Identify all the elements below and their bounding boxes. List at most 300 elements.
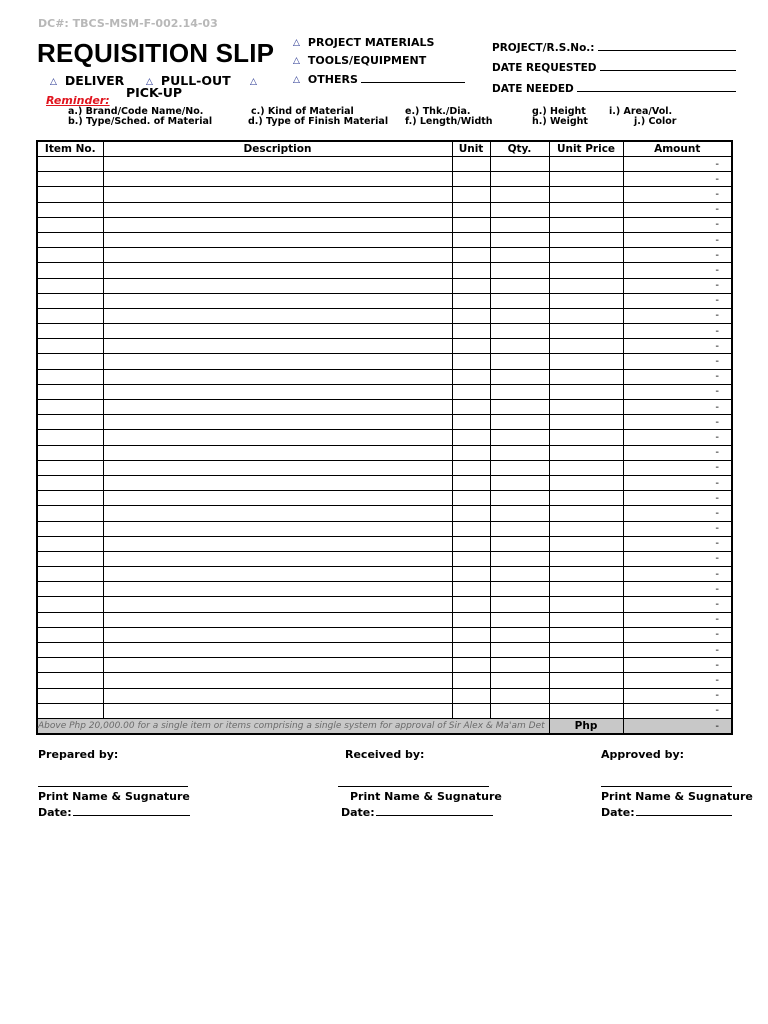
project-rs-no-field[interactable] — [492, 40, 736, 54]
qty-cell[interactable] — [490, 460, 549, 475]
reminder-item: h.) Weight — [532, 116, 588, 127]
amount-cell[interactable]: - — [623, 400, 732, 415]
table-row — [37, 460, 732, 475]
description-cell[interactable] — [103, 232, 452, 247]
item-no-cell[interactable] — [37, 172, 103, 187]
amount-cell[interactable]: - — [623, 415, 732, 430]
unit-cell[interactable] — [452, 688, 490, 703]
item-no-cell[interactable] — [37, 491, 103, 506]
column-header-unit-price: Unit Price — [549, 141, 623, 157]
unit-cell[interactable] — [452, 551, 490, 566]
amount-cell[interactable]: - — [623, 157, 732, 172]
item-no-cell[interactable] — [37, 521, 103, 536]
amount-cell[interactable]: - — [623, 232, 732, 247]
unit-price-cell[interactable] — [549, 278, 623, 293]
qty-cell[interactable] — [490, 308, 549, 323]
amount-cell[interactable]: - — [623, 445, 732, 460]
amount-cell[interactable]: - — [623, 460, 732, 475]
date-needed-field[interactable] — [492, 81, 736, 95]
received-by-signature-line[interactable] — [338, 786, 489, 787]
qty-cell[interactable] — [490, 688, 549, 703]
qty-cell[interactable] — [490, 551, 549, 566]
item-no-cell[interactable] — [37, 202, 103, 217]
triangle-outline-icon: △ — [293, 38, 300, 48]
unit-cell[interactable] — [452, 354, 490, 369]
table-row — [37, 567, 732, 582]
amount-cell[interactable]: - — [623, 582, 732, 597]
unit-price-cell[interactable] — [549, 384, 623, 399]
description-cell[interactable] — [103, 643, 452, 658]
table-row — [37, 521, 732, 536]
qty-cell[interactable] — [490, 703, 549, 718]
amount-cell[interactable]: - — [623, 703, 732, 718]
table-row — [37, 551, 732, 566]
description-cell[interactable] — [103, 263, 452, 278]
option-pick-up-marker[interactable] — [250, 73, 265, 88]
unit-cell[interactable] — [452, 658, 490, 673]
item-no-cell[interactable] — [37, 445, 103, 460]
qty-cell[interactable] — [490, 536, 549, 551]
qty-cell[interactable] — [490, 172, 549, 187]
unit-price-cell[interactable] — [549, 339, 623, 354]
qty-cell[interactable] — [490, 658, 549, 673]
description-cell[interactable] — [103, 567, 452, 582]
item-no-cell[interactable] — [37, 703, 103, 718]
description-cell[interactable] — [103, 369, 452, 384]
amount-cell[interactable]: - — [623, 658, 732, 673]
unit-cell[interactable] — [452, 217, 490, 232]
approved-by-date[interactable] — [601, 805, 732, 819]
unit-price-cell[interactable] — [549, 293, 623, 308]
qty-cell[interactable] — [490, 187, 549, 202]
reminder-item: b.) Type/Sched. of Material — [68, 116, 213, 127]
unit-price-cell[interactable] — [549, 157, 623, 172]
item-no-cell[interactable] — [37, 263, 103, 278]
unit-price-cell[interactable] — [549, 536, 623, 551]
qty-cell[interactable] — [490, 506, 549, 521]
item-no-cell[interactable] — [37, 582, 103, 597]
unit-cell[interactable] — [452, 703, 490, 718]
table-row — [37, 339, 732, 354]
date-label: Date: — [341, 806, 375, 819]
qty-cell[interactable] — [490, 643, 549, 658]
table-row — [37, 278, 732, 293]
unit-cell[interactable] — [452, 475, 490, 490]
qty-cell[interactable] — [490, 445, 549, 460]
date-blank-line[interactable] — [73, 805, 190, 816]
qty-cell[interactable] — [490, 232, 549, 247]
unit-price-cell[interactable] — [549, 445, 623, 460]
amount-cell[interactable]: - — [623, 278, 732, 293]
item-no-cell[interactable] — [37, 217, 103, 232]
amount-cell[interactable]: - — [623, 521, 732, 536]
unit-cell[interactable] — [452, 400, 490, 415]
item-no-cell[interactable] — [37, 369, 103, 384]
description-cell[interactable] — [103, 445, 452, 460]
reminder-item: f.) Length/Width — [405, 116, 493, 127]
qty-cell[interactable] — [490, 263, 549, 278]
table-footer-row — [37, 718, 732, 734]
table-row — [37, 688, 732, 703]
reminder-label: Reminder: — [46, 94, 110, 107]
unit-price-cell[interactable] — [549, 354, 623, 369]
qty-cell[interactable] — [490, 293, 549, 308]
item-no-cell[interactable] — [37, 324, 103, 339]
unit-price-cell[interactable] — [549, 202, 623, 217]
amount-cell[interactable]: - — [623, 217, 732, 232]
amount-cell[interactable]: - — [623, 567, 732, 582]
description-cell[interactable] — [103, 658, 452, 673]
table-row — [37, 415, 732, 430]
qty-cell[interactable] — [490, 567, 549, 582]
item-no-cell[interactable] — [37, 567, 103, 582]
item-no-cell[interactable] — [37, 187, 103, 202]
unit-price-cell[interactable] — [549, 491, 623, 506]
unit-cell[interactable] — [452, 445, 490, 460]
amount-cell[interactable]: - — [623, 202, 732, 217]
amount-cell[interactable]: - — [623, 536, 732, 551]
unit-price-cell[interactable] — [549, 688, 623, 703]
description-cell[interactable] — [103, 354, 452, 369]
unit-cell[interactable] — [452, 308, 490, 323]
unit-price-cell[interactable] — [549, 415, 623, 430]
description-cell[interactable] — [103, 278, 452, 293]
unit-cell[interactable] — [452, 415, 490, 430]
unit-price-cell[interactable] — [549, 521, 623, 536]
qty-cell[interactable] — [490, 202, 549, 217]
description-cell[interactable] — [103, 415, 452, 430]
reminder-item: g.) Height — [532, 106, 586, 117]
description-cell[interactable] — [103, 688, 452, 703]
received-by-label: Received by: — [345, 748, 425, 761]
item-no-cell[interactable] — [37, 278, 103, 293]
unit-price-cell[interactable] — [549, 551, 623, 566]
unit-price-cell[interactable] — [549, 597, 623, 612]
unit-price-cell[interactable] — [549, 263, 623, 278]
date-requested-field[interactable] — [492, 60, 736, 74]
table-row — [37, 627, 732, 642]
description-cell[interactable] — [103, 339, 452, 354]
item-no-cell[interactable] — [37, 248, 103, 263]
unit-price-cell[interactable] — [549, 217, 623, 232]
amount-cell[interactable]: - — [623, 354, 732, 369]
reminder-item: a.) Brand/Code Name/No. — [68, 106, 204, 117]
item-no-cell[interactable] — [37, 612, 103, 627]
description-cell[interactable] — [103, 308, 452, 323]
item-no-cell[interactable] — [37, 308, 103, 323]
unit-price-cell[interactable] — [549, 643, 623, 658]
unit-price-cell[interactable] — [549, 172, 623, 187]
total-amount-cell[interactable]: - — [623, 718, 732, 734]
qty-cell[interactable] — [490, 415, 549, 430]
unit-cell[interactable] — [452, 202, 490, 217]
qty-cell[interactable] — [490, 430, 549, 445]
qty-cell[interactable] — [490, 157, 549, 172]
item-no-cell[interactable] — [37, 688, 103, 703]
qty-cell[interactable] — [490, 673, 549, 688]
amount-cell[interactable]: - — [623, 324, 732, 339]
amount-cell[interactable]: - — [623, 597, 732, 612]
description-cell[interactable] — [103, 460, 452, 475]
unit-cell[interactable] — [452, 172, 490, 187]
description-cell[interactable] — [103, 491, 452, 506]
triangle-outline-icon: △ — [293, 56, 300, 66]
table-row — [37, 582, 732, 597]
triangle-outline-icon: △ — [50, 77, 57, 87]
item-no-cell[interactable] — [37, 643, 103, 658]
unit-cell[interactable] — [452, 248, 490, 263]
prepared-by-date[interactable] — [38, 805, 190, 819]
unit-cell[interactable] — [452, 187, 490, 202]
description-cell[interactable] — [103, 248, 452, 263]
qty-cell[interactable] — [490, 612, 549, 627]
description-cell[interactable] — [103, 612, 452, 627]
qty-cell[interactable] — [490, 582, 549, 597]
unit-cell[interactable] — [452, 627, 490, 642]
reminder-item: i.) Area/Vol. — [609, 106, 673, 117]
prepared-by-signature-line[interactable] — [38, 786, 188, 787]
amount-cell[interactable]: - — [623, 673, 732, 688]
unit-price-cell[interactable] — [549, 627, 623, 642]
unit-price-cell[interactable] — [549, 460, 623, 475]
table-row — [37, 157, 732, 172]
field-label: PROJECT/R.S.No.: — [492, 42, 595, 54]
unit-cell[interactable] — [452, 582, 490, 597]
table-row — [37, 384, 732, 399]
qty-cell[interactable] — [490, 627, 549, 642]
item-no-cell[interactable] — [37, 597, 103, 612]
item-no-cell[interactable] — [37, 460, 103, 475]
unit-cell[interactable] — [452, 324, 490, 339]
unit-price-cell[interactable] — [549, 567, 623, 582]
table-row — [37, 612, 732, 627]
description-cell[interactable] — [103, 703, 452, 718]
qty-cell[interactable] — [490, 597, 549, 612]
item-no-cell[interactable] — [37, 673, 103, 688]
amount-cell[interactable]: - — [623, 506, 732, 521]
item-no-cell[interactable] — [37, 354, 103, 369]
qty-cell[interactable] — [490, 248, 549, 263]
amount-cell[interactable]: - — [623, 187, 732, 202]
amount-cell[interactable]: - — [623, 475, 732, 490]
table-row — [37, 536, 732, 551]
unit-price-cell[interactable] — [549, 582, 623, 597]
item-no-cell[interactable] — [37, 475, 103, 490]
qty-cell[interactable] — [490, 278, 549, 293]
field-label: DATE NEEDED — [492, 83, 574, 95]
unit-price-cell[interactable] — [549, 248, 623, 263]
unit-cell[interactable] — [452, 263, 490, 278]
description-cell[interactable] — [103, 187, 452, 202]
description-cell[interactable] — [103, 384, 452, 399]
item-no-cell[interactable] — [37, 551, 103, 566]
description-cell[interactable] — [103, 293, 452, 308]
table-row — [37, 703, 732, 718]
amount-cell[interactable]: - — [623, 339, 732, 354]
item-no-cell[interactable] — [37, 430, 103, 445]
description-cell[interactable] — [103, 597, 452, 612]
amount-cell[interactable]: - — [623, 612, 732, 627]
description-cell[interactable] — [103, 521, 452, 536]
amount-cell[interactable]: - — [623, 369, 732, 384]
unit-price-cell[interactable] — [549, 658, 623, 673]
description-cell[interactable] — [103, 172, 452, 187]
amount-cell[interactable]: - — [623, 551, 732, 566]
approved-by-name-caption: Print Name & Sugnature — [601, 790, 753, 803]
description-cell[interactable] — [103, 673, 452, 688]
unit-cell[interactable] — [452, 673, 490, 688]
reminder-item: e.) Thk./Dia. — [405, 106, 471, 117]
qty-cell[interactable] — [490, 354, 549, 369]
option-deliver[interactable] — [50, 73, 124, 88]
unit-cell[interactable] — [452, 521, 490, 536]
description-cell[interactable] — [103, 324, 452, 339]
unit-price-cell[interactable] — [549, 612, 623, 627]
description-cell[interactable] — [103, 627, 452, 642]
table-header-row — [37, 141, 732, 157]
unit-cell[interactable] — [452, 232, 490, 247]
unit-price-cell[interactable] — [549, 308, 623, 323]
item-no-cell[interactable] — [37, 384, 103, 399]
date-blank-line[interactable] — [636, 805, 732, 816]
unit-cell[interactable] — [452, 339, 490, 354]
unit-price-cell[interactable] — [549, 475, 623, 490]
amount-cell[interactable]: - — [623, 688, 732, 703]
field-blank-line[interactable] — [577, 81, 736, 92]
qty-cell[interactable] — [490, 217, 549, 232]
unit-cell[interactable] — [452, 384, 490, 399]
category-project-materials[interactable] — [293, 36, 434, 49]
item-no-cell[interactable] — [37, 627, 103, 642]
date-label: Date: — [38, 806, 72, 819]
qty-cell[interactable] — [490, 384, 549, 399]
column-header-qty: Qty. — [490, 141, 549, 157]
qty-cell[interactable] — [490, 475, 549, 490]
unit-cell[interactable] — [452, 369, 490, 384]
unit-price-cell[interactable] — [549, 369, 623, 384]
qty-cell[interactable] — [490, 521, 549, 536]
amount-cell[interactable]: - — [623, 643, 732, 658]
description-cell[interactable] — [103, 582, 452, 597]
column-header-item-no: Item No. — [37, 141, 103, 157]
unit-price-cell[interactable] — [549, 703, 623, 718]
unit-cell[interactable] — [452, 567, 490, 582]
amount-cell[interactable]: - — [623, 308, 732, 323]
unit-cell[interactable] — [452, 536, 490, 551]
field-blank-line[interactable] — [598, 40, 736, 51]
amount-cell[interactable]: - — [623, 491, 732, 506]
unit-price-cell[interactable] — [549, 673, 623, 688]
field-blank-line[interactable] — [600, 60, 736, 71]
description-cell[interactable] — [103, 536, 452, 551]
qty-cell[interactable] — [490, 324, 549, 339]
unit-cell[interactable] — [452, 643, 490, 658]
amount-cell[interactable]: - — [623, 248, 732, 263]
triangle-outline-icon: △ — [293, 75, 300, 85]
amount-cell[interactable]: - — [623, 627, 732, 642]
item-no-cell[interactable] — [37, 232, 103, 247]
table-row — [37, 475, 732, 490]
amount-cell[interactable]: - — [623, 430, 732, 445]
prepared-by-name-caption: Print Name & Sugnature — [38, 790, 190, 803]
prepared-by-label: Prepared by: — [38, 748, 119, 761]
item-no-cell[interactable] — [37, 339, 103, 354]
item-no-cell[interactable] — [37, 293, 103, 308]
unit-cell[interactable] — [452, 460, 490, 475]
amount-cell[interactable]: - — [623, 384, 732, 399]
table-row — [37, 293, 732, 308]
description-cell[interactable] — [103, 157, 452, 172]
unit-cell[interactable] — [452, 597, 490, 612]
item-no-cell[interactable] — [37, 536, 103, 551]
item-no-cell[interactable] — [37, 415, 103, 430]
category-others[interactable] — [293, 72, 465, 86]
table-row — [37, 263, 732, 278]
qty-cell[interactable] — [490, 400, 549, 415]
unit-cell[interactable] — [452, 491, 490, 506]
unit-price-cell[interactable] — [549, 430, 623, 445]
unit-cell[interactable] — [452, 278, 490, 293]
qty-cell[interactable] — [490, 491, 549, 506]
triangle-outline-icon: △ — [146, 77, 153, 87]
description-cell[interactable] — [103, 551, 452, 566]
category-tools-equipment[interactable] — [293, 54, 426, 67]
unit-price-cell[interactable] — [549, 506, 623, 521]
qty-cell[interactable] — [490, 369, 549, 384]
column-header-description: Description — [103, 141, 452, 157]
qty-cell[interactable] — [490, 339, 549, 354]
others-blank-line[interactable] — [361, 72, 465, 83]
unit-price-cell[interactable] — [549, 187, 623, 202]
table-row — [37, 597, 732, 612]
approved-by-signature-line[interactable] — [601, 786, 732, 787]
description-cell[interactable] — [103, 202, 452, 217]
description-cell[interactable] — [103, 430, 452, 445]
received-by-date[interactable] — [341, 805, 493, 819]
unit-cell[interactable] — [452, 612, 490, 627]
unit-cell[interactable] — [452, 506, 490, 521]
description-cell[interactable] — [103, 217, 452, 232]
unit-price-cell[interactable] — [549, 400, 623, 415]
unit-cell[interactable] — [452, 157, 490, 172]
table-row — [37, 354, 732, 369]
amount-cell[interactable]: - — [623, 172, 732, 187]
date-blank-line[interactable] — [376, 805, 493, 816]
reminder-item: d.) Type of Finish Material — [248, 116, 389, 127]
unit-cell[interactable] — [452, 430, 490, 445]
unit-price-cell[interactable] — [549, 324, 623, 339]
description-cell[interactable] — [103, 475, 452, 490]
unit-cell[interactable] — [452, 293, 490, 308]
option-pick-up-label: PICK-UP — [126, 85, 183, 100]
item-no-cell[interactable] — [37, 506, 103, 521]
item-no-cell[interactable] — [37, 658, 103, 673]
description-cell[interactable] — [103, 506, 452, 521]
unit-price-cell[interactable] — [549, 232, 623, 247]
item-no-cell[interactable] — [37, 157, 103, 172]
category-label: PROJECT MATERIALS — [307, 36, 435, 49]
table-row — [37, 172, 732, 187]
item-no-cell[interactable] — [37, 400, 103, 415]
items-table — [36, 140, 733, 735]
amount-cell[interactable]: - — [623, 293, 732, 308]
amount-cell[interactable]: - — [623, 263, 732, 278]
table-row — [37, 400, 732, 415]
description-cell[interactable] — [103, 400, 452, 415]
table-row — [37, 445, 732, 460]
option-label: DELIVER — [64, 73, 125, 88]
column-header-amount: Amount — [623, 141, 732, 157]
